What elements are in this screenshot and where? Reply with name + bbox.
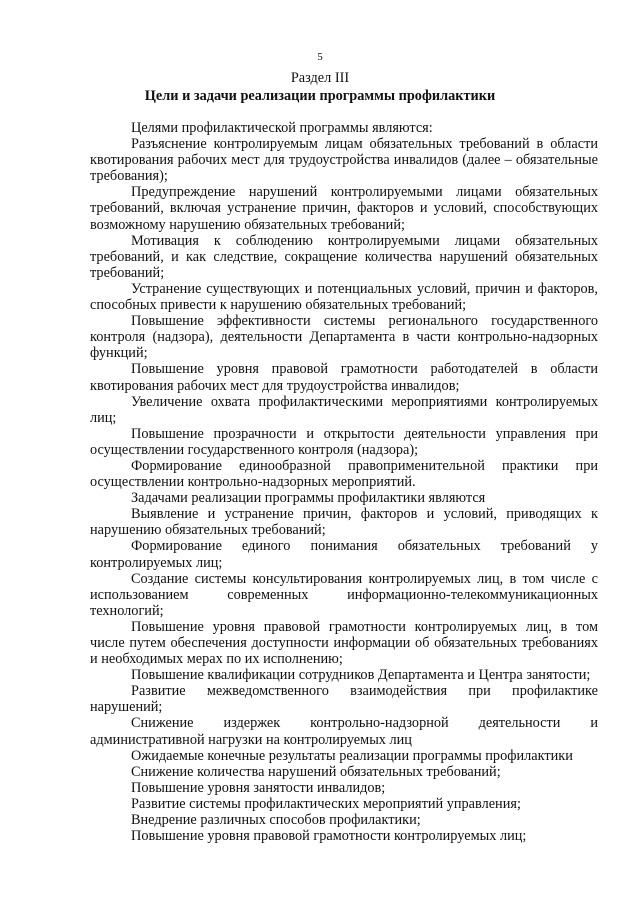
paragraph: Устранение существующих и потенциальных условий, причин и факторов, способных привести к нарушению обязательных требований; (90, 280, 598, 314)
paragraph: Разъяснение контролируемым лицам обязательных требований в области квотирования рабочих мест для трудоустройства инвалидов (далее – обязательные требования); (90, 136, 598, 185)
paragraph: Увеличение охвата профилактическими мероприятиями контролируемых лиц; (90, 393, 598, 426)
paragraph: Выявление и устранение причин, факторов и условий, приводящих к нарушению обязательных требований; (90, 506, 598, 539)
paragraph: Создание системы консультирования контролируемых лиц, в том числе с использованием современных информационно-телекоммуникационных технологий; (90, 570, 598, 619)
paragraph: Развитие межведомственного взаимодействия при профилактике нарушений; (90, 683, 598, 716)
paragraph: Ожидаемые конечные результаты реализации программы профилактики (131, 747, 573, 764)
paragraph: Повышение уровня занятости инвалидов; (131, 779, 386, 796)
paragraph: Повышение эффективности системы регионального государственного контроля (надзора), деятельности Департамента в части контрольно-надзорных функций; (90, 313, 598, 362)
section-label: Раздел III (290, 70, 350, 86)
paragraph: Повышение уровня правовой грамотности контролируемых лиц, в том числе путем обеспечения доступности информации об обязательных требованиях и необходимых мерах по их исполнению; (90, 618, 598, 668)
paragraph: Повышение уровня правовой грамотности работодателей в области квотирования рабочих мест для трудоустройства инвалидов; (90, 361, 598, 394)
page-number: 5 (317, 51, 323, 63)
paragraph: Предупреждение нарушений контролируемыми лицами обязательных требований, включая устранение причин, факторов и условий, способствующих возможному нарушению обязательных требований; (90, 184, 598, 233)
section-title: Цели и задачи реализации программы профилактики (144, 88, 496, 104)
paragraph: Формирование единообразной правоприменительной практики при осуществлении контрольно-надзорных мероприятий. (90, 457, 598, 491)
paragraph: Внедрение различных способов профилактики; (131, 812, 421, 829)
paragraph: Развитие системы профилактических мероприятий управления; (131, 795, 521, 812)
paragraph: Мотивация к соблюдению контролируемыми лицами обязательных требований, и как следствие, сокращение количества нарушений обязательных требований; (90, 232, 598, 281)
document-body (90, 120, 598, 844)
paragraph: Снижение количества нарушений обязательных требований; (131, 763, 501, 780)
paragraph: Повышение прозрачности и открытости деятельности управления при осуществлении государственного контроля (надзора); (90, 425, 598, 458)
paragraph: Повышение квалификации сотрудников Департамента и Центра занятости; (131, 667, 591, 684)
paragraph: Задачами реализации программы профилактики являются (131, 490, 486, 507)
paragraph: Снижение издержек контрольно-надзорной деятельности и административной нагрузки на контролируемых лиц (90, 715, 598, 748)
paragraph: Целями профилактической программы являются: (131, 120, 433, 136)
paragraph: Повышение уровня правовой грамотности контролируемых лиц; (131, 828, 527, 845)
paragraph: Формирование единого понимания обязательных требований у контролируемых лиц; (90, 538, 598, 571)
